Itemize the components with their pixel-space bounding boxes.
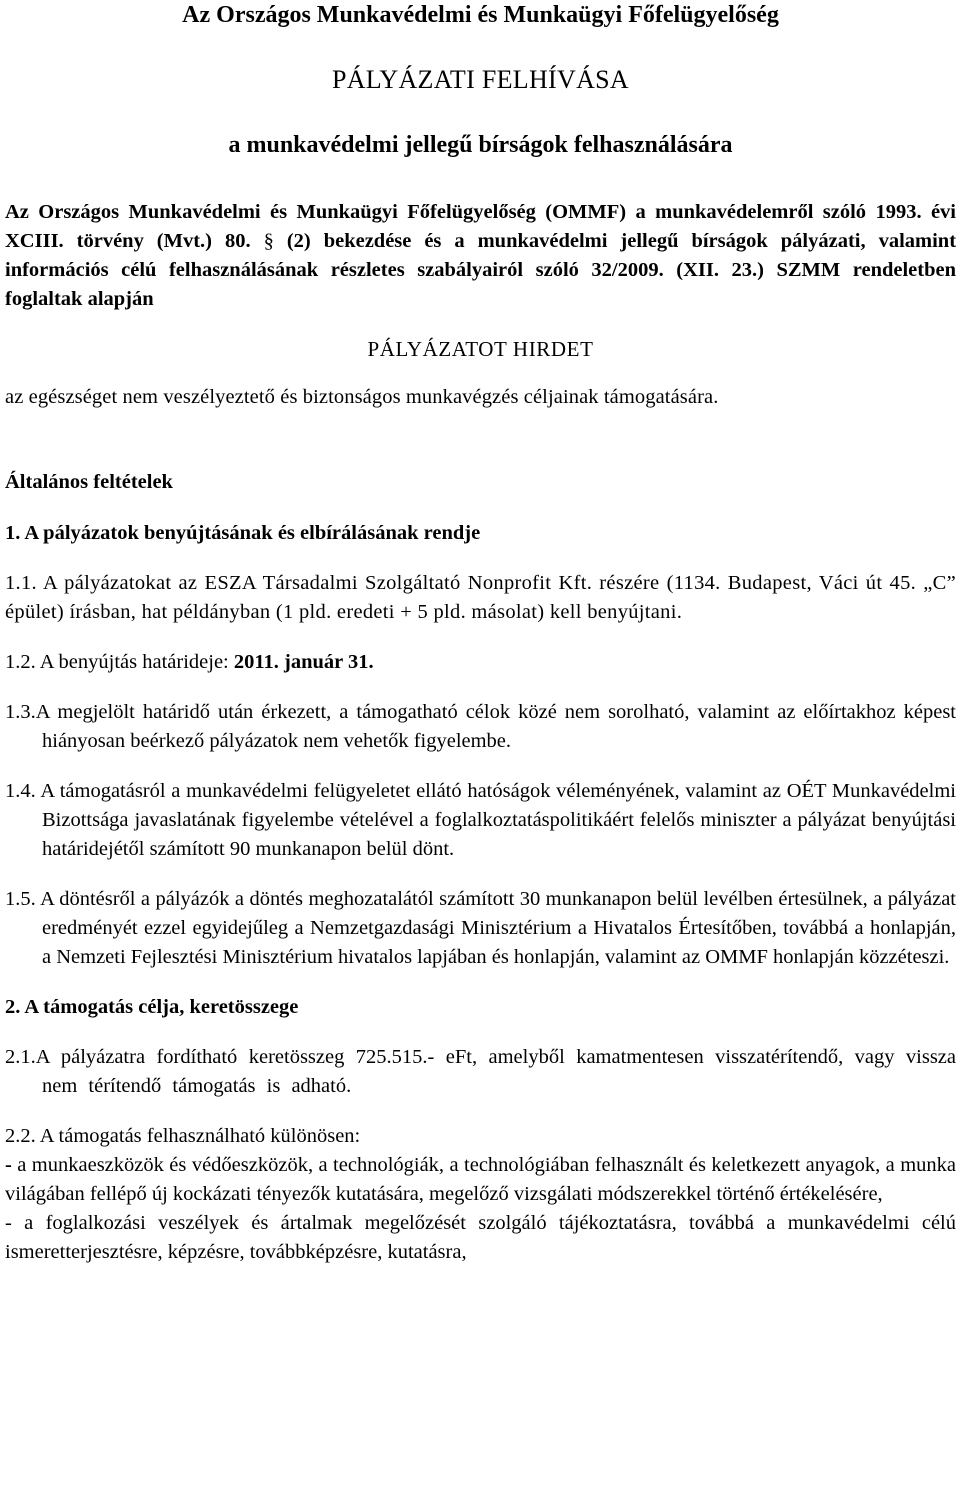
intro-text-b: (2) bekezdése és a munkavédelmi jellegű bírságok pályázati, valamint információs célú felhasználásának részletes szabályairól szóló 32/2009. (XII. 23.) SZMM rendeletben foglaltak alapján: [5, 230, 957, 310]
list-item: - a foglalkozási veszélyek és ártalmak megelőzését szolgáló tájékoztatásra, továbbá a munkavédelmi célú ismeretterjesztésre, képzésre, továbbképzésre, kutatásra,: [5, 1212, 956, 1263]
announce-heading: PÁLYÁZATOT HIRDET: [367, 337, 594, 361]
bullet-text: a munkaeszközök és védőeszközök, a technológiák, a technológiában felhasznált és keletkezett anyagok, a munka világában fellépő új kockázati tényezők kutatására, megelőző vizsgálati módszerekkel történő értékelésére,: [5, 1154, 956, 1205]
general-heading: Általános feltételek: [5, 471, 173, 493]
paragraph-1-4: 1.4. A támogatásról a munkavédelmi felügyeletet ellátó hatóságok véleményének, valamint az OÉT Munkavédelmi Bizottsága javaslatának figyelembe vételével a foglalkoztatáspolitikáért felelős miniszter a pályázat benyújtási határidejétől számított 90 munkanapon belül dönt.: [5, 780, 956, 860]
section-sign: §: [263, 230, 274, 252]
section-2-title: 2. A támogatás célja, keretösszege: [5, 996, 299, 1018]
paragraph-1-3: 1.3.A megjelölt határidő után érkezett, a támogatható célok közé nem sorolható, valamint az előírtakhoz képest hiányosan beérkező pályázatok nem vehetők figyelembe.: [5, 701, 956, 752]
paragraph-1-5: 1.5. A döntésről a pályázók a döntés meghozatalától számított 30 munkanapon belül levélben értesülnek, a pályázat eredményét ezzel egyidejűleg a Nemzetgazdasági Minisztérium a Hivatalos Értesítőben, továbbá a honlapján, a Nemzeti Fejlesztési Minisztérium hivatalos lapjában és honlapján, valamint az OMMF honlapján közzéteszi.: [5, 888, 956, 968]
paragraph-1-1: 1.1. A pályázatokat az ESZA Társadalmi Szolgáltató Nonprofit Kft. részére (1134. Budapest, Váci út 45. „C” épület) írásban, hat példányban (1 pld. eredeti + 5 pld. másolat) kell benyújtani.: [5, 572, 956, 623]
paragraph-2-1: 2.1.A pályázatra fordítható keretösszeg 725.515.- eFt, amelyből kamatmentesen visszatérítendő, vagy vissza nem térítendő támogatás is adható.: [5, 1046, 956, 1097]
deadline-date: 2011. január 31.: [233, 651, 374, 673]
intro-paragraph: [5, 198, 956, 314]
intro-text-a: Az Országos Munkavédelmi és Munkaügyi Főfelügyelőség (OMMF) a munkavédelemről szóló 1993. évi XCIII. törvény (Mvt.) 80.: [5, 201, 956, 252]
deadline-label: 1.2. A benyújtás határideje:: [5, 651, 234, 673]
section-1-title: 1. A pályázatok benyújtásának és elbírálásának rendje: [5, 522, 481, 544]
purpose-line: az egészséget nem veszélyeztető és biztonságos munkavégzés céljainak támogatására.: [5, 386, 719, 408]
bullet-dash: -: [5, 1154, 12, 1176]
document-subtitle: a munkavédelmi jellegű bírságok felhasználására: [228, 132, 733, 158]
org-heading: Az Országos Munkavédelmi és Munkaügyi Főfelügyelőség: [182, 2, 779, 28]
list-item: [5, 1151, 956, 1209]
document-title: PÁLYÁZATI FELHÍVÁSA: [331, 65, 630, 94]
paragraph-1-2: [5, 648, 956, 677]
paragraph-2-2: 2.2. A támogatás felhasználható különösen:: [5, 1125, 361, 1147]
